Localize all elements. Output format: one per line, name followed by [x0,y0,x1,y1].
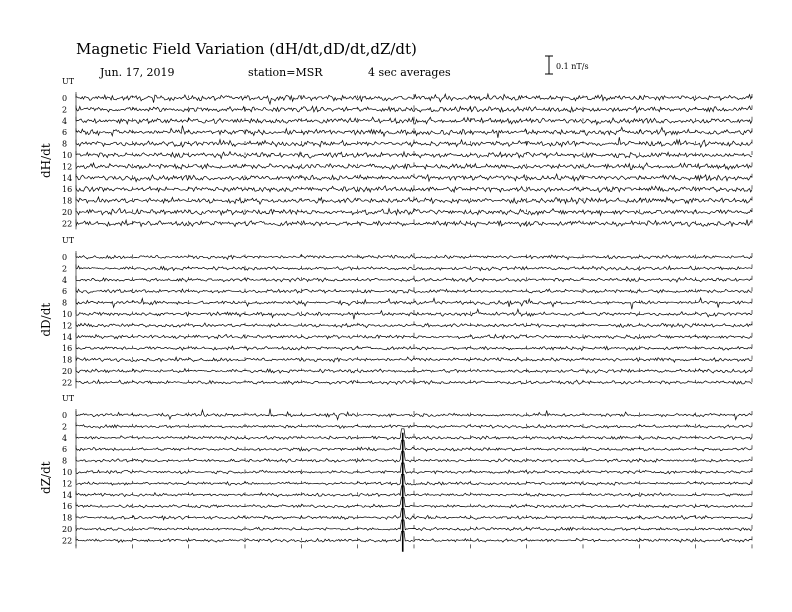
ut-heading: UT [62,394,75,403]
row-ut-label: 22 [62,536,73,546]
y-axis-label: dH/dt [39,143,53,179]
row-ut-label: 6 [62,287,68,297]
row-ut-label: 0 [62,94,68,103]
row-ut-label: 0 [62,411,68,420]
row-ut-label: 10 [62,468,73,477]
scale-bar [545,56,589,74]
row-ut-label: 16 [62,185,73,195]
row-ut-label: 14 [62,490,73,500]
row-ut-label: 8 [62,298,68,308]
panel-dz-dt [39,394,752,552]
row-ut-label: 22 [62,219,73,229]
y-axis-label: dZ/dt [39,461,53,494]
averaging-label: 4 sec averages [368,66,451,79]
ut-heading: UT [62,236,75,245]
row-ut-label: 20 [62,367,73,376]
ut-heading: UT [62,77,75,86]
row-ut-label: 8 [62,139,68,149]
y-axis-label: dD/dt [39,302,53,337]
row-ut-label: 4 [62,116,68,126]
row-ut-label: 22 [62,378,73,388]
date-label: Jun. 17, 2019 [100,66,175,79]
chart-title: Magnetic Field Variation (dH/dt,dD/dt,dZ/dt) [76,40,417,58]
row-ut-label: 2 [62,264,68,274]
row-ut-label: 0 [62,253,68,262]
row-ut-label: 2 [62,422,68,432]
row-ut-label: 4 [62,433,68,443]
row-ut-label: 18 [62,196,73,206]
row-ut-label: 18 [62,355,73,365]
row-ut-label: 6 [62,445,68,455]
row-ut-label: 2 [62,105,68,115]
row-ut-label: 16 [62,344,73,354]
panel-dh-dt [39,77,752,229]
row-ut-label: 12 [62,321,73,331]
scale-bar-label: 0.1 nT/s [556,62,589,71]
row-ut-label: 16 [62,502,73,512]
row-ut-label: 14 [62,332,73,342]
row-ut-label: 12 [62,162,73,172]
row-ut-label: 6 [62,128,68,138]
station-label: station=MSR [248,66,323,79]
row-ut-label: 14 [62,173,73,183]
row-ut-label: 10 [62,310,73,319]
row-ut-label: 20 [62,525,73,534]
row-ut-label: 4 [62,275,68,285]
panels [39,77,752,552]
row-ut-label: 20 [62,208,73,217]
row-ut-label: 8 [62,456,68,466]
panel-dd-dt [39,236,752,388]
row-ut-label: 18 [62,513,73,523]
row-ut-label: 12 [62,479,73,489]
row-ut-label: 10 [62,151,73,160]
